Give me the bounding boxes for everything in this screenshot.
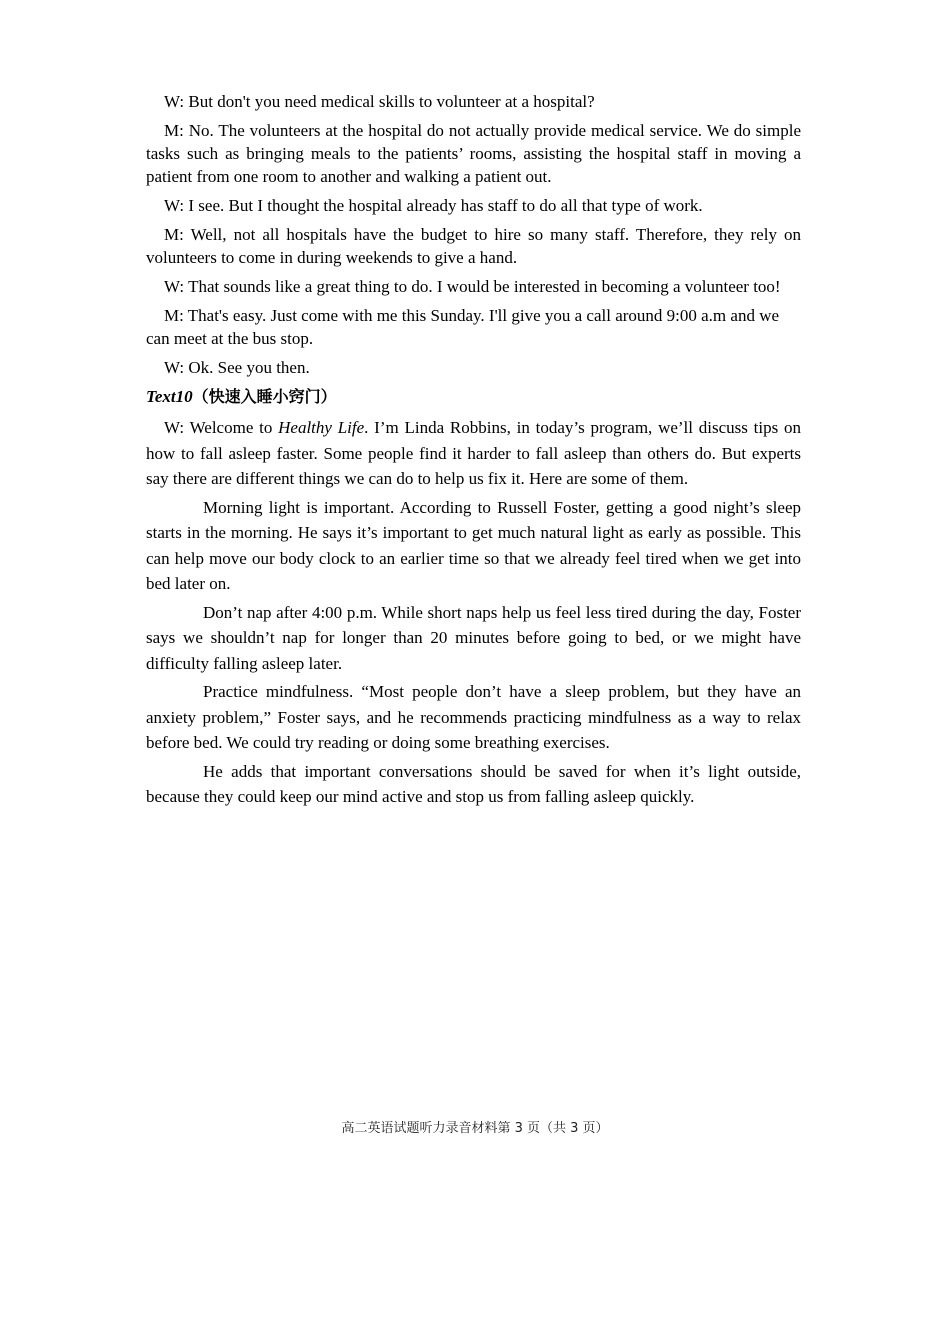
dialogue-line: W: That sounds like a great thing to do. I would be interested in becoming a volunteer too! [164,277,781,296]
intro-after: . I’m Linda Robbins, in today’s program, we’ll discuss tips on how to fall asleep faster. Some people find it harder to fall asleep than others do. But experts say there are different things we can do to help us fix it. Here are some of them. [146,418,801,488]
section-title: （快速入睡小窍门） [192,387,337,406]
body-paragraph: Practice mindfulness. “Most people don’t have a sleep problem, but they have an anxiety problem,” Foster says, and he recommends practicing mindfulness as a way to relax before bed. We could try reading or doing some breathing exercises. [146,682,801,752]
intro-before: W: Welcome to [164,418,279,437]
dialogue-line: M: That's easy. Just come with me this Sunday. I'll give you a call around 9:00 a.m and we can meet at the bus stop. [146,306,780,348]
dialogue-line: W: I see. But I thought the hospital already has staff to do all that type of work. [164,196,703,215]
page-footer: 高二英语试题听力录音材料第 3 页（共 3 页） [341,1121,609,1136]
section-code: Text10 [146,387,193,406]
dialogue-line: M: No. The volunteers at the hospital do not actually provide medical service. We do simple tasks such as bringing meals to the patients’ rooms, assisting the hospital staff in moving a patient from one room to another and walking a patient out. [146,121,801,186]
body-paragraph: Morning light is important. According to Russell Foster, getting a good night’s sleep starts in the morning. He says it’s important to get much natural light as early as possible. This can help move our body clock to an earlier time so that we already feel tired when we get into bed later on. [146,497,801,593]
section-heading [146,385,801,409]
dialogue-line: W: Ok. See you then. [164,358,310,377]
dialogue-line: M: Well, not all hospitals have the budget to hire so many staff. Therefore, they rely on volunteers to come in during weekends to give a hand. [146,225,801,267]
program-name: Healthy Life [278,418,365,437]
body-paragraph: Don’t nap after 4:00 p.m. While short naps help us feel less tired during the day, Foster says we shouldn’t nap for longer than 20 minutes before going to bed, or we might have difficulty falling asleep later. [146,602,801,673]
intro-paragraph [146,415,801,492]
document-page [146,90,801,813]
body-paragraph: He adds that important conversations should be saved for when it’s light outside, because they could keep our mind active and stop us from falling asleep quickly. [146,761,801,806]
dialogue-line: W: But don't you need medical skills to volunteer at a hospital? [164,92,595,111]
